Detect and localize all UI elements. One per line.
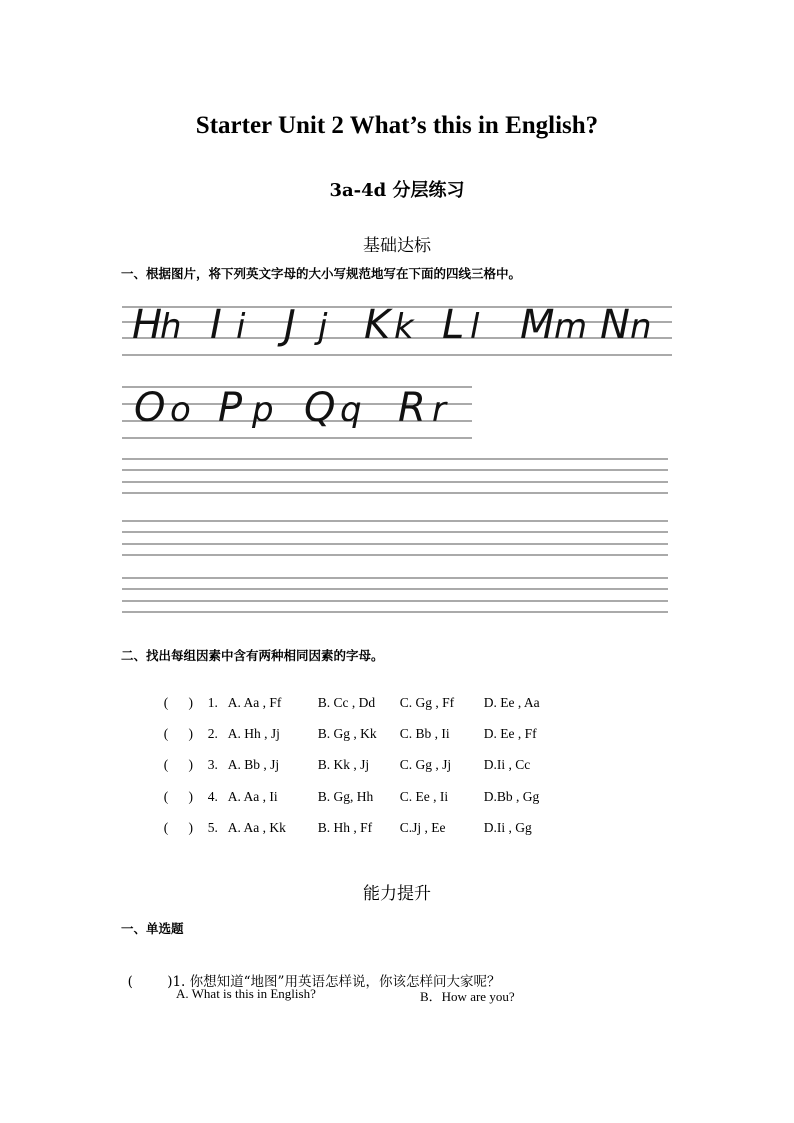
writing-grid-1 (122, 459, 668, 493)
section-heading-advanced: 能力提升 (363, 884, 431, 904)
question-number: 3. (207, 757, 218, 772)
answer-blank[interactable]: ( ) (163, 789, 193, 804)
option-c: C. Gg , Ff (399, 695, 455, 710)
mc-question (119, 954, 500, 990)
option-c: C.Jj , Ee (399, 820, 446, 835)
letter-lower-q: q (340, 390, 362, 430)
letter-lower-i: i (236, 307, 246, 347)
letter-upper-q: Q (304, 385, 336, 431)
letter-lower-h: h (160, 307, 182, 347)
letter-upper-l: L (442, 302, 465, 348)
letter-upper-p: P (218, 385, 243, 431)
option-a: A. Aa , Kk (227, 820, 286, 835)
question-number: 4. (207, 789, 218, 804)
letter-upper-j: J (284, 302, 296, 348)
letter-samples (0, 0, 794, 460)
option-a: A. Bb , Jj (227, 757, 280, 772)
option-d: D.Ii , Gg (483, 820, 532, 835)
question-number: 1. (207, 695, 218, 710)
option-b: B. Cc , Dd (317, 695, 376, 710)
letter-upper-r: R (398, 385, 426, 431)
question-stem: 你想知道“地图”用英语怎样说，你该怎样问大家呢？ (189, 974, 501, 990)
writing-grid-2 (122, 521, 668, 555)
writing-grid-3 (122, 578, 668, 612)
question-number: 5. (207, 820, 218, 835)
option-d: D. Ee , Aa (483, 695, 540, 710)
option-a: A. Hh , Jj (227, 726, 280, 741)
page-subtitle: 3a-4d 分层练习 (329, 180, 465, 201)
letter-lower-j: j (318, 307, 328, 347)
question-row (157, 679, 540, 711)
question-row (157, 710, 537, 742)
letter-lower-k: k (394, 307, 414, 347)
part1-instruction: 一、根据图片，将下列英文字母的大小写规范地写在下面的四线三格中。 (121, 266, 522, 281)
option-d: D.Ii , Cc (483, 757, 531, 772)
writing-grids (0, 450, 794, 620)
question-number: 2. (207, 726, 218, 741)
option-b: B. Gg , Kk (317, 726, 377, 741)
option-c: C. Ee , Ii (399, 789, 449, 804)
answer-blank[interactable]: ( ) (163, 820, 193, 835)
question-row (157, 773, 539, 805)
option-b: B. Hh , Ff (317, 820, 373, 835)
advanced-part1-instruction: 一、单选题 (121, 921, 184, 936)
option-c: C. Bb , Ii (399, 726, 450, 741)
option-c: C. Gg , Jj (399, 757, 452, 772)
letter-lower-m: m (554, 307, 588, 347)
part2-instruction: 二、找出每组因素中含有两种相同因素的字母。 (121, 648, 384, 663)
letter-upper-m: M (520, 302, 555, 348)
letter-lower-r: r (432, 390, 446, 430)
section-heading-basic: 基础达标 (363, 236, 431, 256)
page-title: Starter Unit 2 What’s this in English? (195, 112, 599, 139)
question-row (157, 741, 530, 773)
letter-lower-n: n (630, 307, 652, 347)
option-b: B. Kk , Jj (317, 757, 370, 772)
mc-option-a: A. What is this in English? (176, 986, 316, 1001)
answer-blank[interactable]: ( ) (163, 726, 193, 741)
letter-lower-l: l (470, 307, 480, 347)
letter-upper-k: K (364, 302, 391, 348)
mc-option-b: B．How are you? (420, 989, 515, 1004)
letter-lower-p: p (252, 390, 274, 430)
answer-blank[interactable]: ( ) (163, 757, 193, 772)
letter-upper-o: O (134, 385, 166, 431)
question-row (157, 804, 532, 836)
letter-upper-n: N (600, 302, 630, 348)
answer-blank[interactable]: ( ) (163, 695, 193, 710)
answer-blank[interactable]: ( ) (127, 974, 173, 990)
option-d: D. Ee , Ff (483, 726, 537, 741)
letter-upper-i: I (210, 302, 222, 348)
option-b: B. Gg, Hh (317, 789, 374, 804)
option-a: A. Aa , Ff (227, 695, 282, 710)
letter-lower-o: o (170, 390, 191, 430)
option-d: D.Bb , Gg (483, 789, 540, 804)
question-number: 1. (172, 974, 186, 990)
letter-upper-h: H (132, 302, 163, 348)
option-a: A. Aa , Ii (227, 789, 278, 804)
